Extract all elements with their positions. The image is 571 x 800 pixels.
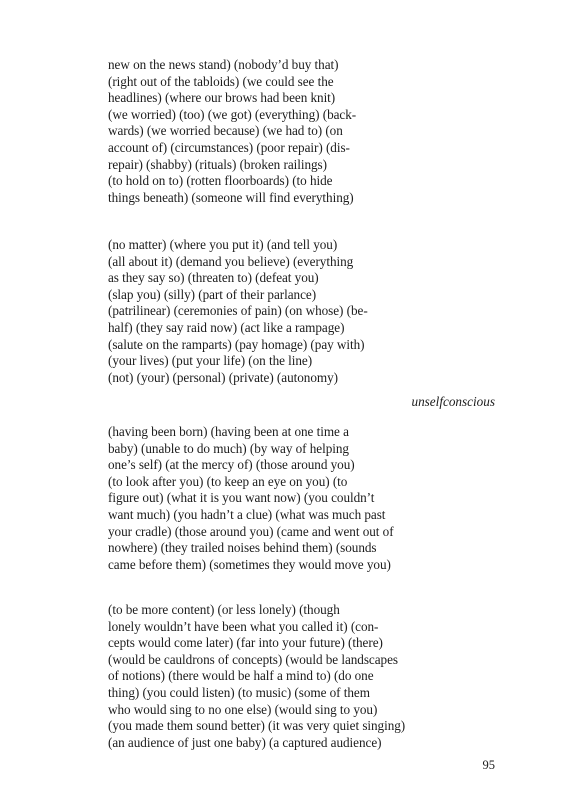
poem-line: baby) (unable to do much) (by way of helping [108,440,349,456]
poem-line: (right out of the tabloids) (we could see the [108,73,334,89]
poem-line: wards) (we worried because) (we had to) (on [108,123,343,139]
poem-line: (having been born) (having been at one time a [108,424,349,439]
poem-line: (all about it) (demand you believe) (everything [108,253,354,269]
poem-line: repair) (shabby) (rituals) (broken railings) [108,156,327,172]
poem-line: (patrilinear) (ceremonies of pain) (on whose) (be- [108,303,368,319]
poem-line: who would sing to no one else) (would sing to you) [108,701,378,717]
stanza-3 [108,424,448,573]
poem-line: (your lives) (put your life) (on the line) [108,353,313,369]
poem-line: half) (they say raid now) (act like a rampage) [108,319,345,335]
stanza-2 [108,237,448,386]
poem-line: headlines) (where our brows had been knit) [108,90,336,106]
poem-line: (to look after you) (to keep an eye on you) (to [108,473,348,489]
poem-line: (you made them sound better) (it was very quiet singing) [108,718,406,734]
poem-line: figure out) (what it is you want now) (you couldn’t [108,490,375,506]
poem-line: account of) (circumstances) (poor repair) (dis- [108,139,350,155]
poem-line: new on the news stand) (nobody’d buy that) [108,57,339,72]
poem-line: lonely wouldn’t have been what you called it) (con- [108,618,379,634]
poem-line: nowhere) (they trailed noises behind them) (sounds [108,540,377,556]
poem-line: (slap you) (silly) (part of their parlance) [108,286,317,302]
poem-line: your cradle) (those around you) (came and went out of [108,523,394,539]
poem-line: (an audience of just one baby) (a captured audience) [108,734,382,750]
poem-line: cepts would come later) (far into your future) (there) [108,635,383,651]
stanza-4 [108,602,448,751]
poem-line: things beneath) (someone will find everything) [108,189,354,205]
poem-line: (we worried) (too) (we got) (everything) (back- [108,106,357,122]
poem-line: (would be cauldrons of concepts) (would be landscapes [108,651,398,667]
poem-line: want much) (you hadn’t a clue) (what was much past [108,506,386,522]
poem-line: (to hold on to) (rotten floorboards) (to hide [108,173,333,189]
poem-line: of notions) (there would be half a mind to) (do one [108,668,374,684]
poem-line: (to be more content) (or less lonely) (though [108,602,340,617]
poem-title: unselfconscious [411,394,495,409]
poem-line: (not) (your) (personal) (private) (autonomy) [108,369,338,385]
poem-line: came before them) (sometimes they would move you) [108,556,391,572]
poem-line: one’s self) (at the mercy of) (those around you) [108,457,355,473]
stanza-1 [108,57,448,206]
poem-line: (no matter) (where you put it) (and tell you) [108,237,338,252]
poem-line: thing) (you could listen) (to music) (some of them [108,684,370,700]
poem-line: as they say so) (threaten to) (defeat you) [108,270,319,286]
page-number: 95 [482,758,495,772]
poem-line: (salute on the ramparts) (pay homage) (pay with) [108,336,365,352]
